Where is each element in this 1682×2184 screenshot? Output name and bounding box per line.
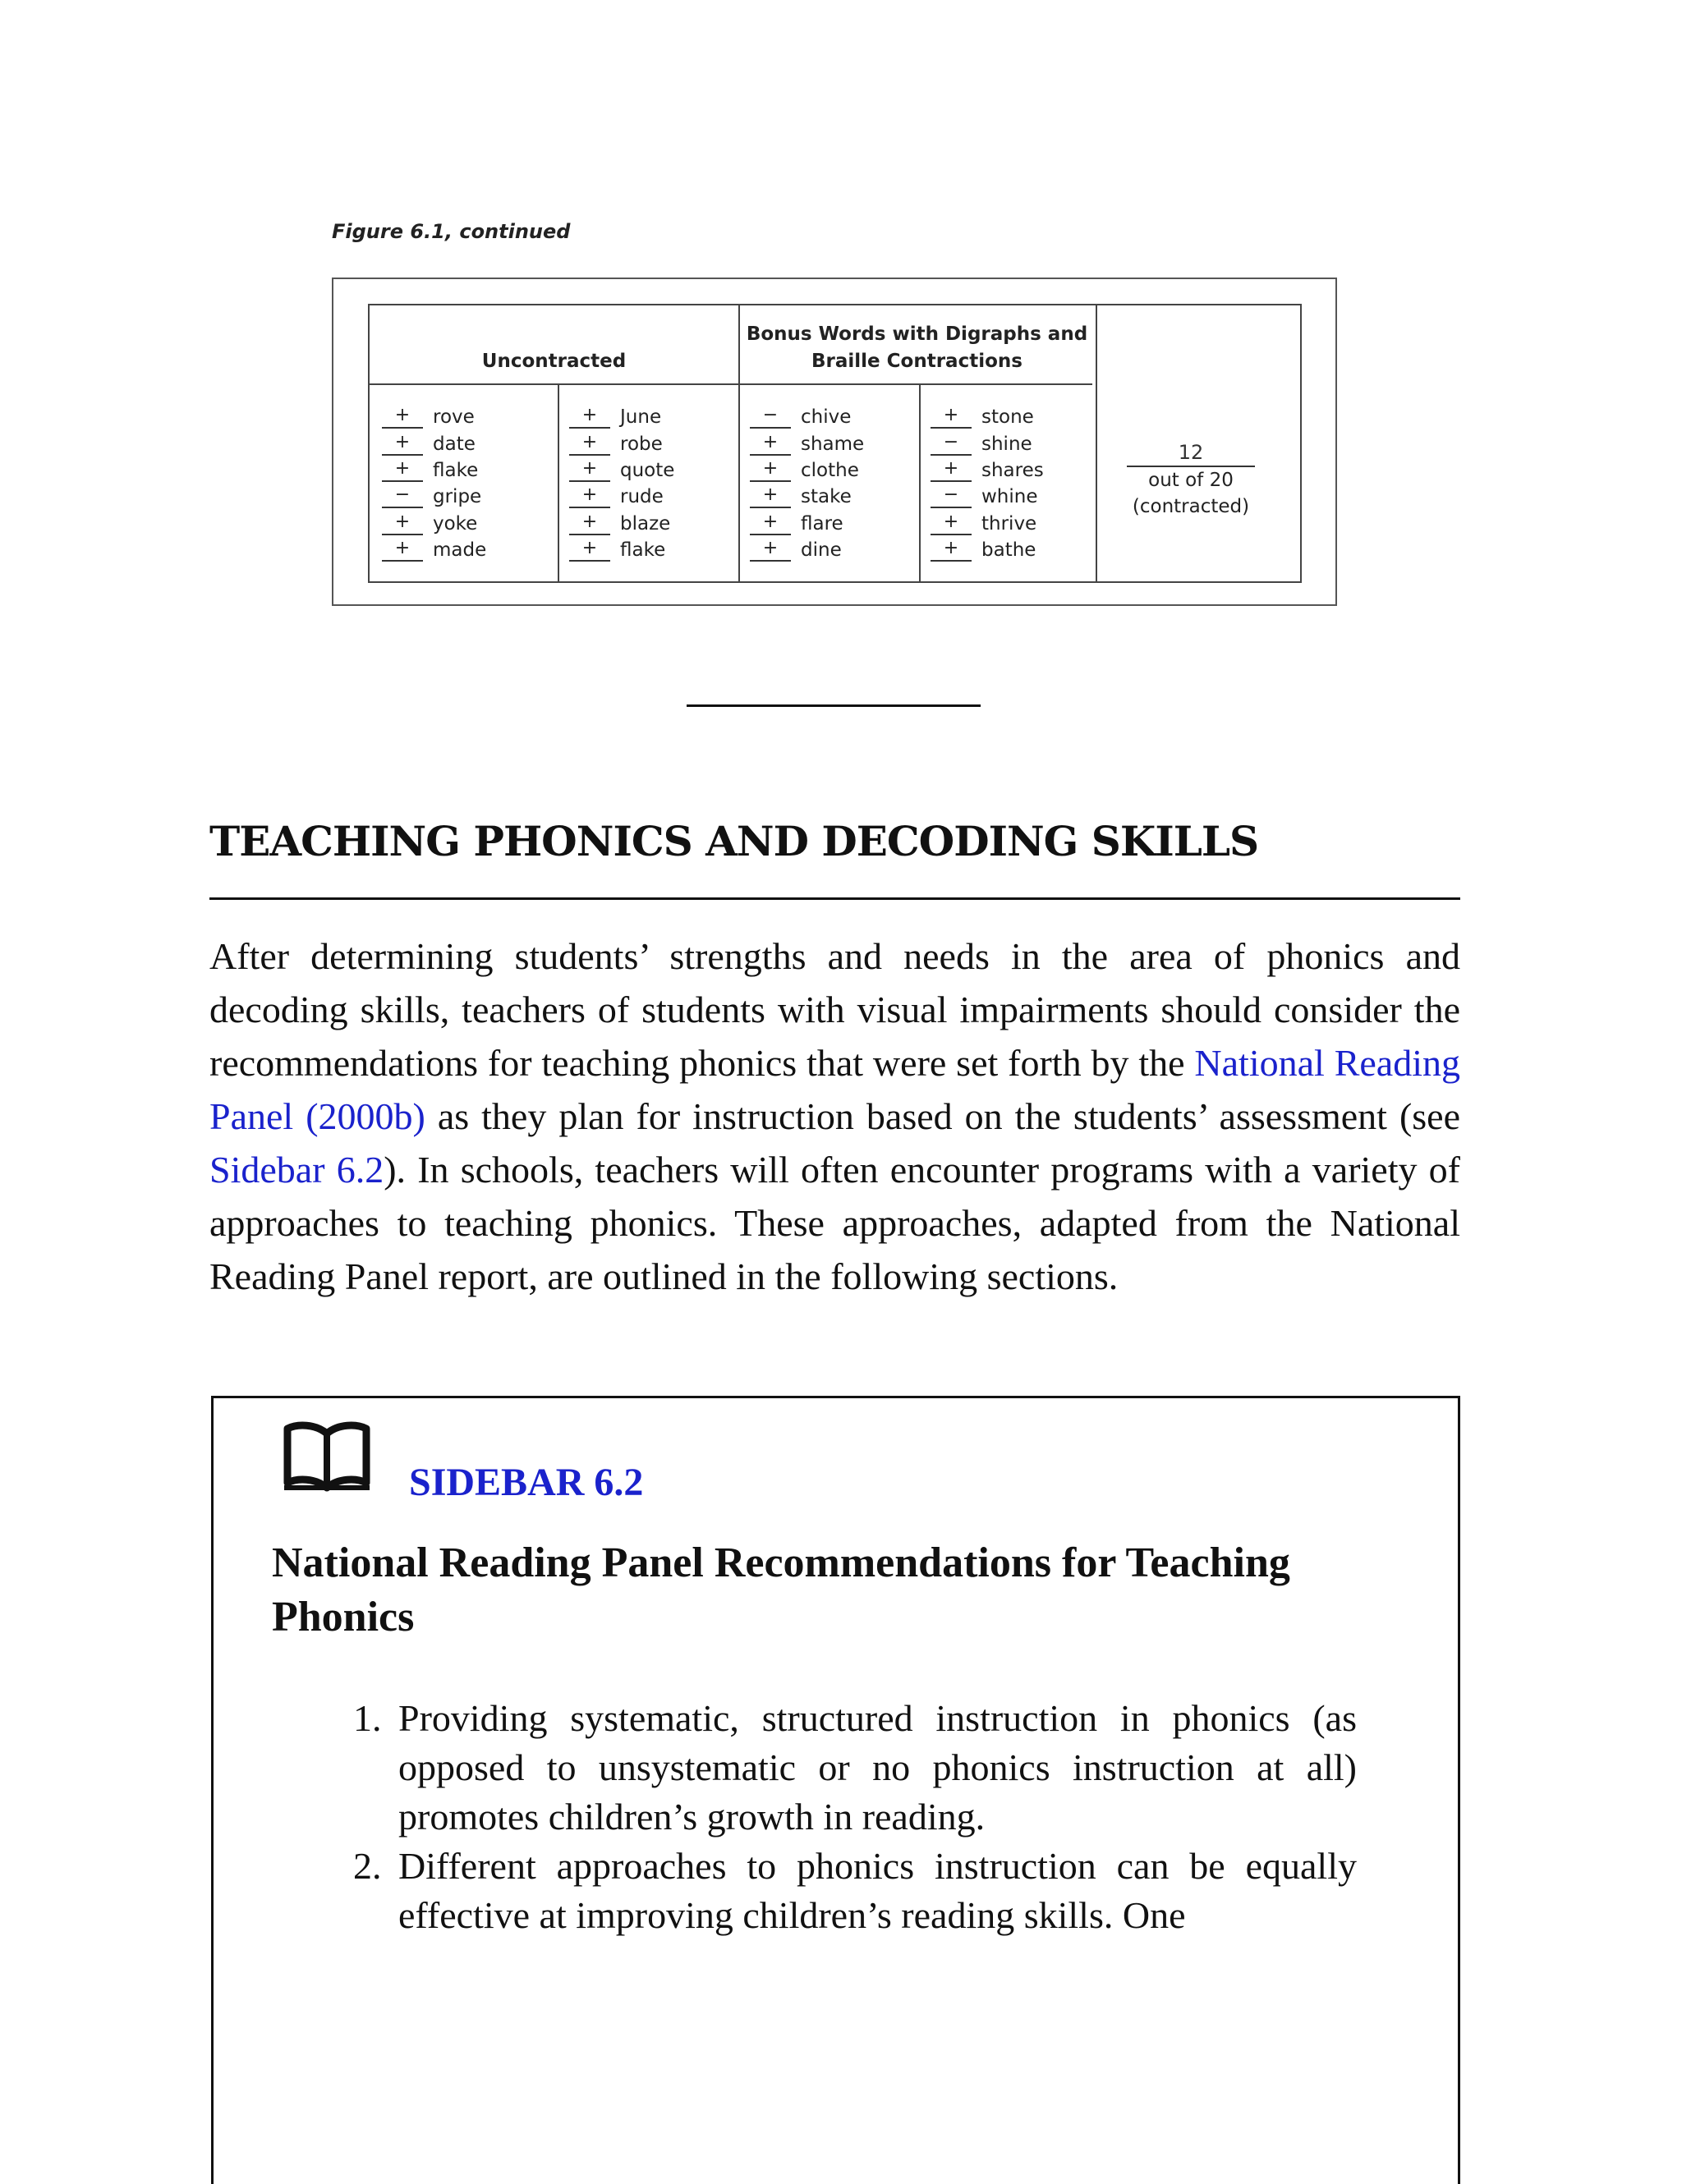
word: gripe <box>433 486 482 508</box>
word-row <box>931 511 1044 537</box>
word: shine <box>981 433 1032 455</box>
paragraph-text: as they plan for instruction based on the students’ assessment (see <box>425 1095 1460 1137</box>
list-text: Different approaches to phonics instruction can be equally effective at improving children’s reading skills. One <box>398 1845 1357 1936</box>
word-column-4 <box>931 404 1044 563</box>
word: bathe <box>981 539 1036 562</box>
word-row <box>569 457 674 484</box>
word-column-1 <box>382 404 486 563</box>
sidebar-box <box>211 1396 1460 2184</box>
score-mark: + <box>382 433 423 456</box>
word-row <box>931 404 1044 430</box>
assessment-table <box>368 304 1302 583</box>
score-mark: + <box>569 485 610 508</box>
score-mark: + <box>569 433 610 456</box>
score-mark: + <box>569 459 610 482</box>
word-row <box>569 404 674 430</box>
sidebar-link[interactable]: Sidebar 6.2 <box>209 1149 384 1191</box>
word: made <box>433 539 487 562</box>
header-bonus-words <box>738 321 1096 375</box>
word-row <box>382 430 486 457</box>
sidebar-heading: National Reading Panel Recommendations for Teaching Phonics <box>272 1539 1290 1640</box>
word-row <box>931 430 1044 457</box>
list-number: 2. <box>353 1845 382 1887</box>
word: date <box>433 433 476 455</box>
section-title: TEACHING PHONICS AND DECODING SKILLS <box>209 817 1259 865</box>
score-mark: − <box>382 485 423 508</box>
word-row <box>750 537 864 563</box>
word-row <box>382 537 486 563</box>
word-row <box>750 404 864 430</box>
score-mark: + <box>750 433 791 456</box>
word-row <box>750 457 864 484</box>
paragraph-text: After determining students’ strengths and needs in the area of phonics and decoding skills, teachers of students with visual impairments should consider the recommendations for teaching phonics that were set forth by the <box>209 935 1460 1084</box>
word: flake <box>620 539 666 562</box>
score-value: 12 <box>1127 441 1255 467</box>
word: stone <box>981 406 1034 429</box>
word-row <box>569 430 674 457</box>
word-row <box>750 511 864 537</box>
score-mark: + <box>750 459 791 482</box>
word: blaze <box>620 512 671 535</box>
word-row <box>382 457 486 484</box>
score-mark: − <box>931 433 972 456</box>
list-text: Providing systematic, structured instruction in phonics (as opposed to unsystematic or no phonics instruction at all) promotes children’s growth in reading. <box>398 1697 1357 1838</box>
open-book-icon <box>281 1419 373 1493</box>
recommendations-list <box>353 1694 1357 1940</box>
word: stake <box>801 486 852 508</box>
score-mark: + <box>382 512 423 535</box>
figure-caption: Figure 6.1, continued <box>332 220 571 243</box>
score-mark: + <box>382 459 423 482</box>
word-row <box>569 537 674 563</box>
word: clothe <box>801 459 859 481</box>
list-item <box>353 1842 1357 1940</box>
word-row <box>382 484 486 510</box>
word-column-2 <box>569 404 674 563</box>
citation-link-nrp[interactable]: National Reading Panel (2000b) <box>209 1042 1460 1137</box>
word: rove <box>433 406 475 429</box>
word: robe <box>620 433 663 455</box>
title-rule <box>209 897 1460 900</box>
score-out-of: out of 20 <box>1148 470 1234 491</box>
word: whine <box>981 486 1038 508</box>
word: June <box>620 406 662 429</box>
word-row <box>931 484 1044 510</box>
word-row <box>382 404 486 430</box>
word-row <box>750 430 864 457</box>
score-mark: + <box>931 512 972 535</box>
word: flake <box>433 459 479 481</box>
score-mark: + <box>569 512 610 535</box>
word: yoke <box>433 512 478 535</box>
header-uncontracted: Uncontracted <box>481 351 627 372</box>
score-mark: + <box>750 485 791 508</box>
total-score <box>1088 441 1294 520</box>
word-row <box>931 457 1044 484</box>
header-divider <box>370 383 1092 385</box>
score-note: (contracted) <box>1132 496 1250 517</box>
score-mark: + <box>750 512 791 535</box>
word: dine <box>801 539 842 562</box>
score-mark: + <box>931 459 972 482</box>
header-bonus-line2: Braille Contractions <box>811 351 1023 372</box>
word-row <box>931 537 1044 563</box>
score-mark: + <box>931 406 972 429</box>
score-mark: + <box>750 539 791 562</box>
list-item <box>353 1694 1357 1842</box>
score-mark: − <box>931 485 972 508</box>
column-divider <box>919 383 921 581</box>
section-divider <box>687 704 981 707</box>
word-row <box>750 484 864 510</box>
score-mark: − <box>750 406 791 429</box>
score-mark: + <box>569 539 610 562</box>
word: chive <box>801 406 852 429</box>
word: quote <box>620 459 675 481</box>
score-mark: + <box>382 539 423 562</box>
body-paragraph <box>209 929 1460 1303</box>
word: flare <box>801 512 843 535</box>
paragraph-text: ). In schools, teachers will often encounter programs with a variety of approaches to teaching phonics. These approaches, adapted from the National Reading Panel report, are outlined in the following sections. <box>209 1149 1461 1297</box>
sidebar-label: SIDEBAR 6.2 <box>409 1461 644 1504</box>
word: shares <box>981 459 1044 481</box>
word-row <box>569 511 674 537</box>
word-row <box>382 511 486 537</box>
word: thrive <box>981 512 1037 535</box>
word-row <box>569 484 674 510</box>
word: rude <box>620 486 664 508</box>
list-number: 1. <box>353 1697 382 1739</box>
score-mark: + <box>382 406 423 429</box>
header-bonus-line1: Bonus Words with Digraphs and <box>746 323 1088 345</box>
score-mark: + <box>569 406 610 429</box>
word-column-3 <box>750 404 864 563</box>
word: shame <box>801 433 865 455</box>
score-mark: + <box>931 539 972 562</box>
column-divider <box>558 383 559 581</box>
